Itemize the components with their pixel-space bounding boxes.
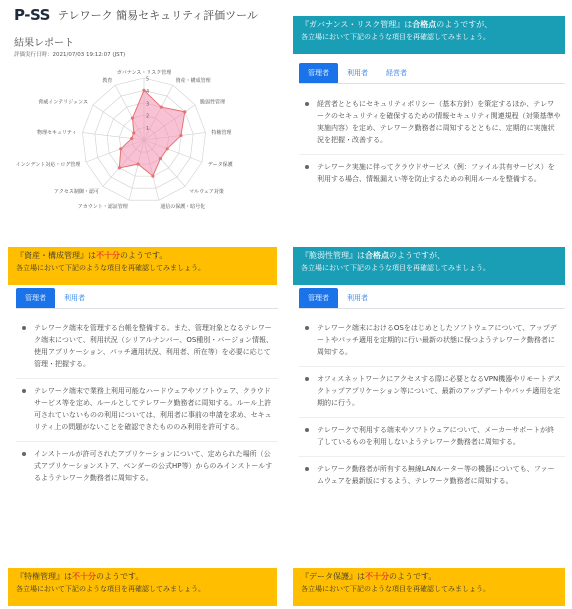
governance-item-list: [299, 92, 565, 193]
radar-axis-label: 脅威インテリジェンス: [38, 99, 89, 106]
list-item: テレワーク勤務者が所有する無線LANルーター等の機器についても、ファームウェアを最新版にするよう、テレワーク勤務者に周知する。: [299, 457, 565, 495]
radar-point: [132, 131, 135, 134]
radar-tick-label: 1: [146, 126, 150, 133]
radar-point: [179, 134, 182, 137]
card-connector: は: [357, 572, 365, 581]
report-title: 結果レポート: [14, 38, 74, 49]
card-subtitle: 各立場において下記のような項目を再確認してみましょう。: [301, 33, 490, 41]
radar-axis-label: アカウント・認証管理: [77, 204, 128, 211]
status-badge: 合格点: [412, 20, 437, 29]
governance-card-header: [293, 16, 565, 54]
radar-tick-label: 2: [146, 113, 150, 120]
radar-axis-label: 特権管理: [211, 129, 232, 136]
card-subtitle: 各立場において下記のような項目を再確認してみましょう。: [16, 585, 205, 593]
card-connector: は: [88, 251, 96, 260]
tab-user[interactable]: 利用者: [64, 294, 85, 302]
radar-point: [166, 147, 169, 150]
radar-point: [131, 116, 134, 119]
card-suffix: のようです。: [120, 251, 168, 260]
radar-point: [136, 162, 139, 165]
card-category: 『特権管理』: [16, 572, 64, 581]
radar-point: [151, 175, 154, 178]
privilege-card-header: [8, 568, 277, 606]
status-badge: 不十分: [72, 572, 96, 581]
card-category: 『脆弱性管理』: [301, 251, 357, 260]
radar-axis-label: アクセス制御・認可: [54, 188, 99, 195]
list-item: テレワーク端末を管理する台帳を整備する。また、管理対象となるテレワーク端末について、利用状況（シリアルナンバー、OS種別・バージョン情報、使用アプリケーション、パッチ適用状況、利用者、所在等）を必要に応じて管理・把握する。: [16, 316, 278, 379]
status-badge: 合格点: [365, 251, 389, 260]
vulnerability-tabs: [299, 289, 565, 309]
radar-point: [183, 110, 186, 113]
radar-axis-label: 教育: [102, 77, 113, 84]
radar-axis-label: 脆弱性管理: [199, 99, 225, 106]
radar-axis-label: インシデント対応・ログ管理: [15, 162, 81, 169]
card-suffix: のようですが、: [436, 20, 493, 29]
tab-user[interactable]: 利用者: [347, 294, 368, 302]
tab-admin[interactable]: 管理者: [16, 288, 55, 308]
radar-tick-label: 3: [146, 101, 150, 108]
vulnerability-card-header: [293, 247, 565, 285]
card-category: 『資産・構成管理』: [16, 251, 88, 260]
asset-tabs: [16, 289, 278, 309]
radar-axis-label: データ保護: [207, 162, 233, 169]
card-subtitle: 各立場において下記のような項目を再確認してみましょう。: [16, 264, 205, 272]
card-suffix: のようです。: [389, 572, 437, 581]
radar-axis-label: 資産・構成管理: [175, 77, 211, 84]
radar-tick-label: 5: [146, 76, 150, 83]
card-suffix: のようですが、: [389, 251, 445, 260]
radar-point: [160, 105, 163, 108]
radar-axis-label: マルウェア対策: [189, 188, 224, 195]
list-item: 経営者とともにセキュリティポリシー（基本方針）を策定するほか、テレワークのセキュリティを確保するための情報セキュリティ関連規程（対策基準や実施内容）を定め、テレワーク勤務者に周知するとともに、定期的に実施状況を把握・改善する。: [299, 92, 565, 155]
radar-point: [119, 147, 122, 150]
radar-chart: [14, 60, 264, 215]
tab-admin[interactable]: 管理者: [299, 63, 338, 83]
list-item: テレワーク端末で業務上利用可能なハードウェアやソフトウェア、クラウドサービス等を定め、ルールとしてテレワーク勤務者に周知する。ルール上許可されていないものの利用については、利用者に事前の申請を求め、セキュリティ上の問題がないことを確認できたもののみ利用を許可する。: [16, 379, 278, 442]
asset-item-list: [16, 316, 278, 492]
tab-user[interactable]: 利用者: [347, 69, 368, 77]
app-logo[interactable]: P-SS: [14, 6, 50, 24]
radar-point: [118, 166, 121, 169]
list-item: テレワーク端末におけるOSをはじめとしたソフトウェアについて、アップデートやパッチ適用を定期的に行い最新の状態に保つようテレワーク勤務者に周知する。: [299, 316, 565, 367]
app-title: テレワーク 簡易セキュリティ評価ツール: [57, 9, 258, 22]
status-badge: 不十分: [96, 251, 120, 260]
card-connector: は: [357, 251, 365, 260]
card-suffix: のようです。: [96, 572, 144, 581]
data-protection-card-header: [293, 568, 565, 606]
status-badge: 不十分: [365, 572, 389, 581]
report-date: 評価実行日時：2021/07/03 19:12:07 (JST): [14, 52, 126, 58]
header: [14, 6, 258, 24]
radar-axis-label: 通信の保護・暗号化: [160, 204, 206, 211]
radar-point: [159, 157, 162, 160]
card-connector: は: [64, 572, 72, 581]
card-category: 『データ保護』: [301, 572, 357, 581]
radar-axis-label: 物理セキュリティ: [36, 129, 77, 136]
list-item: インストールが許可されたアプリケーションについて、定められた場所（公式アプリケーションストア、ベンダーの公式HP等）からのみインストールするようテレワーク勤務者に周知する。: [16, 442, 278, 492]
list-item: オフィスネットワークにアクセスする際に必要となるVPN機器やリモートデスクトップアプリケーション等について、最新のアップデートやパッチ適用を定期的に行う。: [299, 367, 565, 418]
card-connector: は: [404, 20, 413, 29]
radar-axis-label: ガバナンス・リスク管理: [116, 70, 172, 76]
list-item: テレワークで利用する端末やソフトウェアについて、メーカーサポートが終了しているものを利用しないようテレワーク勤務者に周知する。: [299, 418, 565, 457]
governance-tabs: [299, 64, 565, 84]
tab-admin[interactable]: 管理者: [299, 288, 338, 308]
card-category: 『ガバナンス・リスク管理』: [301, 20, 405, 29]
card-subtitle: 各立場において下記のような項目を再確認してみましょう。: [301, 585, 490, 593]
asset-card-header: [8, 247, 277, 285]
radar-tick-label: 4: [146, 88, 150, 95]
card-subtitle: 各立場において下記のような項目を再確認してみましょう。: [301, 264, 490, 272]
vulnerability-item-list: [299, 316, 565, 495]
radar-point: [130, 137, 133, 140]
tab-executive[interactable]: 経営者: [386, 69, 407, 77]
list-item: テレワーク実施に伴ってクラウドサービス（例：ファイル共有サービス）を利用する場合、情報漏えい等を防止するための利用ルールを整備する。: [299, 155, 565, 193]
